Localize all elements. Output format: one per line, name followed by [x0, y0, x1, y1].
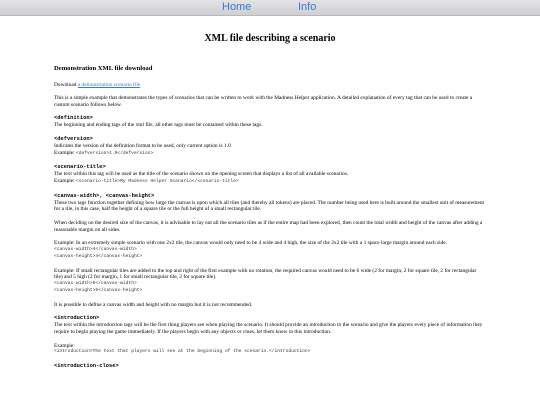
canvas-section: [54, 193, 486, 213]
scenario-title-tag: <scenario-title>: [54, 164, 106, 171]
page-content: [0, 33, 540, 370]
canvas-para2: When deciding on the desired size of the canvas, it is advisable to lay out all the scenario tiles as if the entire map had been explored, then count the total width and height of the canvas after adding a reasonable margin on all sides.: [54, 220, 483, 233]
download-prefix: Download: [54, 82, 78, 88]
introduction-example-label: Example:: [54, 342, 75, 349]
top-nav-bar: [0, 0, 540, 16]
definition-section: [54, 115, 486, 129]
defversion-example: [54, 150, 486, 158]
canvas-example2: [54, 268, 486, 295]
canvas-example1-text: Example: In an extremely simple scenario with one 2x2 tile, the canvas would only need to be 4 wide and 4 high, the size of the 2x2 tile with a 1 space large margin around each side.: [54, 240, 448, 247]
scenario-title-example-code: <scenario-title>My Madness Helper Scenario</scenario-title>: [76, 178, 239, 184]
introduction-tag: <introduction>: [54, 315, 100, 322]
definition-tag: <definition>: [54, 115, 93, 122]
download-heading: Demonstration XML file download: [54, 65, 153, 72]
scenario-title-desc: The text within this tag will be used as the title of the scenario shown on the opening screen that displays a list of all available scenarios.: [54, 171, 349, 178]
defversion-desc: Indicates the version of the definition format to be used, only current option is 1.0: [54, 142, 231, 149]
scenario-title-example: [54, 178, 486, 186]
canvas-example1: [54, 240, 486, 260]
intro-paragraph: This is a simple example that demonstrates the types of scenarios that can be written to work with the Madness Helper application. A detailed explanation of every tag that can be used to create a custom scenario follows below.: [54, 95, 473, 109]
download-line: [54, 82, 486, 89]
scenario-title-section: [54, 164, 486, 185]
canvas-tag: <canvas-width>, <canvas-height>: [54, 192, 155, 199]
introduction-close-tag: <introduction-close>: [54, 363, 119, 370]
nav-home-link[interactable]: Home: [222, 1, 252, 13]
introduction-example-code: <introduction>The text that players will see at the beginning of the scenario.</introduction>: [54, 349, 311, 355]
download-scenario-link[interactable]: a demonstration scenario file: [77, 82, 141, 88]
introduction-example: [54, 343, 486, 357]
canvas-example2-text: Example: If small rectangular tiles are added to the top and right of the first example with no rotation, the required canvas would need to be 6 wide (2 for margin, 2 for square tile, 2 for rectangular tile) and 5 high (2 for margin, 1 for small rectangular tile, 2 for square tile).: [54, 267, 477, 281]
canvas-example2-width: <canvas-width>6</canvas-width>: [54, 281, 137, 287]
introduction-desc: The text within the introduction tags will be the first thing players see when playing the scenario. It should provide an introduction to the scenario and give the players every piece of information they require to begin playing the game immediately. If the players begin with any objects or clues, let them know in this introduction.: [54, 321, 483, 335]
canvas-note: It is possible to define a canvas width and height with no margin but it is not recommended.: [54, 301, 253, 308]
introduction-section: [54, 315, 486, 335]
definition-desc: The beginning and ending tags of the xml file, all other tags must be contained within these tags.: [54, 122, 263, 129]
defversion-example-code: <defversion>1.0</defversion>: [76, 150, 154, 156]
canvas-desc: These two tags function together defining how large the canvas is upon which all tiles (and thereby all tokens) are placed. The number being used here is built around the smallest unit of measurement for a tile, in this case, half the height of a square tile or the full height of a small rectangular tile.: [54, 199, 485, 213]
defversion-section: [54, 136, 486, 157]
canvas-example1-width: <canvas-width>4</canvas-width>: [54, 247, 137, 253]
nav-info-link[interactable]: Info: [298, 1, 317, 13]
page-title: XML file describing a scenario: [204, 33, 336, 44]
defversion-example-label: Example:: [54, 149, 77, 156]
canvas-example1-height: <canvas-height>4</canvas-height>: [54, 253, 143, 259]
canvas-example2-height: <canvas-height>5</canvas-height>: [54, 288, 143, 294]
scenario-title-example-label: Example:: [54, 177, 77, 184]
defversion-tag: <defversion>: [54, 135, 93, 142]
